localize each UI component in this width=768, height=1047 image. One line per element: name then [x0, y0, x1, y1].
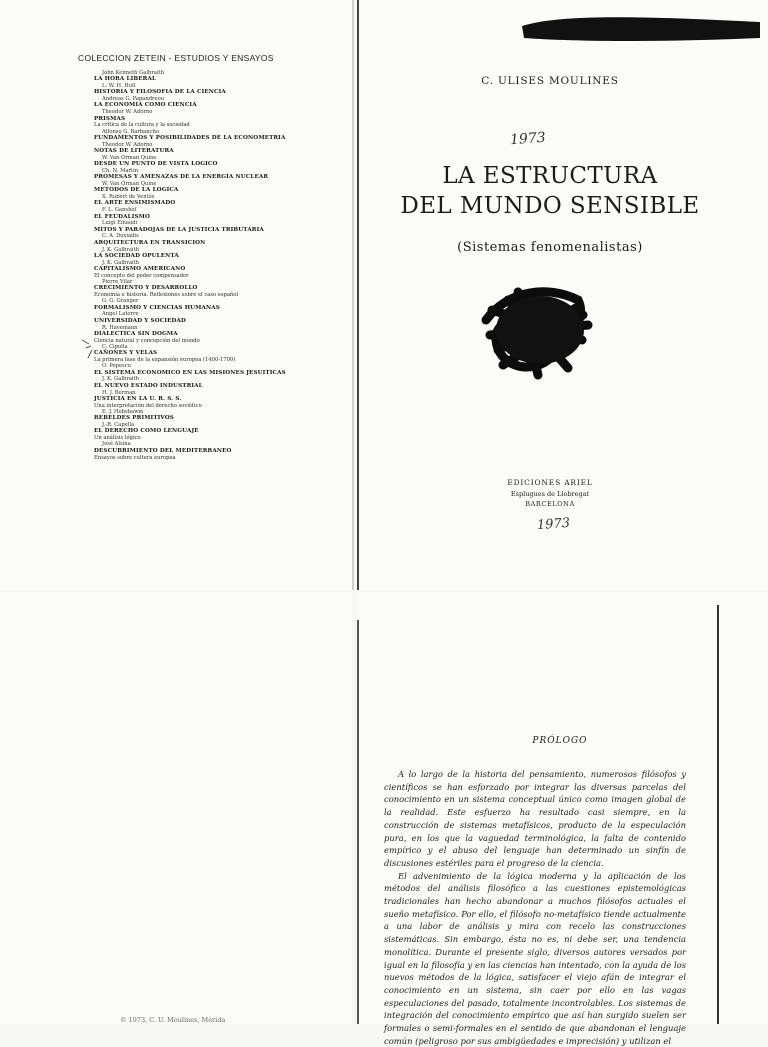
book-subtitle-entry: Ensayos sobre cultura europea — [94, 454, 176, 461]
prologue-paragraph-1: A lo largo de la historia del pensamiento, numerosos filósofos y científicos se han esforzado por integrar las diversas parcelas del conocimiento en un sistema conceptual único como imagen global de la realidad. Este esfuerzo ha resultado casi siempre, en la construcción de sistemas metafísicos, producto de la especulación pura, en los que la vaguedad terminológica, la falta de contenido empírico y el abuso del lenguaje han determinado un sinfín de discusiones estériles para el progreso de la ciencia. — [384, 769, 686, 868]
book-entry — [94, 344, 324, 363]
book-author: X. Rubert de Ventós — [102, 194, 155, 201]
book-title-entry: LA HORA LIBERAL — [94, 76, 157, 83]
book-author: R. Havemann — [102, 324, 138, 331]
redaction-mark-top — [520, 8, 766, 48]
book-entry — [94, 363, 324, 376]
book-entry — [94, 233, 324, 246]
prologue-text — [384, 768, 686, 1047]
book-author: Theodor W. Adorno — [102, 109, 153, 116]
book-title-entry: EL ARTE ENSIMISMADO — [94, 200, 176, 207]
book-title-entry: EL SISTEMA ECONOMICO EN LAS MISIONES JESUITICAS — [94, 369, 286, 376]
book-entry — [94, 207, 324, 220]
book-subtitle-entry: El concepto del poder compensador — [94, 272, 189, 279]
book-title-line-2: DEL MUNDO SENSIBLE — [400, 193, 700, 219]
series-title: COLECCION ZETEIN - ESTUDIOS Y ENSAYOS — [78, 53, 274, 63]
book-title-entry: EL NUEVO ESTADO INDUSTRIAL — [94, 382, 203, 389]
title-page-left-edge — [357, 0, 359, 590]
book-entry — [94, 70, 324, 83]
book-title-entry: EL DERECHO COMO LENGUAJE — [94, 428, 199, 435]
book-title-entry: PROMESAS Y AMENAZAS DE LA ENERGIA NUCLEAR — [94, 174, 269, 181]
book-entry — [94, 279, 324, 298]
book-entry — [94, 181, 324, 194]
scribble-redaction — [478, 280, 598, 380]
prologue-page-left-edge — [357, 620, 359, 1024]
book-author: W. Van Orman Quine — [102, 181, 157, 188]
book-subtitle-entry: Una interpretación del derecho soviético — [94, 402, 202, 409]
book-author: Alfonso G. Barbancho — [102, 128, 159, 135]
book-author: W. Van Orman Quine — [102, 154, 157, 161]
book-author: F. L. Ganshof — [102, 207, 137, 214]
book-subtitle-entry: Economía e historia. Reflexiones sobre el caso español — [94, 292, 239, 299]
book-entry — [94, 390, 324, 409]
book-title-entry: PRISMAS — [94, 115, 126, 122]
book-entry — [94, 247, 324, 260]
book-title-entry: LA SOCIEDAD OPULENTA — [94, 252, 179, 259]
book-title-entry: FUNDAMENTOS Y POSIBILIDADES DE LA ECONOMETRIA — [94, 134, 286, 141]
book-entry — [94, 194, 324, 207]
prologue-heading: PRÓLOGO — [532, 736, 588, 746]
book-title-entry: UNIVERSIDAD Y SOCIEDAD — [94, 317, 187, 324]
book-title-entry: EL FEUDALISMO — [94, 213, 151, 220]
publisher-block — [400, 478, 700, 508]
publisher-place: Esplugues de Llobregat — [510, 490, 590, 498]
book-title-entry: HISTORIA Y FILOSOFIA DE LA CIENCIA — [94, 89, 226, 96]
book-entry — [94, 325, 324, 344]
book-entry — [94, 409, 324, 422]
book-entry — [94, 376, 324, 389]
book-entry — [94, 155, 324, 168]
book-entry — [94, 83, 324, 96]
book-entry — [94, 441, 324, 460]
book-author: Ch. N. Martin — [102, 167, 139, 174]
book-entry — [94, 311, 324, 324]
book-entry — [94, 260, 324, 279]
book-author: Angel Latorre — [102, 311, 139, 318]
handwritten-year-top: 1973 — [509, 129, 547, 149]
book-title-entry: ARQUITECTURA EN TRANSICION — [94, 239, 206, 246]
book-author: L. W. H. Hull — [102, 83, 136, 90]
book-subtitle-entry: Un análisis lógico — [94, 435, 141, 442]
book-author: C. Cipolla — [102, 343, 128, 350]
book-entry — [94, 109, 324, 128]
book-title-entry: REBELDES PRIMITIVOS — [94, 415, 175, 422]
book-author: José Alsina — [102, 441, 131, 448]
book-author: J.-R. Capella — [102, 422, 135, 429]
book-author: Luigi Einaudi — [102, 220, 138, 227]
book-entry — [94, 129, 324, 142]
book-author: Theodor W. Adorno — [102, 141, 153, 148]
book-subtitle-entry: Ciencia natural y concepción del mundo — [94, 337, 200, 344]
book-author: J. K. Galbraith — [102, 246, 140, 253]
book-list — [94, 70, 324, 461]
book-title-entry: DIALECTICA SIN DOGMA — [94, 330, 178, 337]
book-author: Andreas G. Papandreou — [102, 96, 165, 103]
book-title-entry: CAPITALISMO AMERICANO — [94, 265, 186, 272]
book-title-entry: DESDE UN PUNTO DE VISTA LOGICO — [94, 161, 218, 168]
handwritten-year-bottom: 1973 — [536, 515, 571, 534]
book-subtitle: (Sistemas fenomenalistas) — [457, 240, 643, 255]
book-subtitle-entry: La crítica de la cultura y la sociedad — [94, 122, 190, 129]
book-author: E. J. Hobsbawm — [102, 408, 144, 415]
book-entry — [94, 168, 324, 181]
book-title-entry: FORMALISMO Y CIENCIAS HUMANAS — [94, 304, 220, 311]
left-bottom-page — [0, 592, 352, 1024]
book-entry — [94, 298, 324, 311]
book-entry — [94, 142, 324, 155]
book-title-entry: CRECIMIENTO Y DESARROLLO — [94, 285, 198, 292]
margin-pencil-mark — [80, 336, 100, 364]
book-title-entry: CAÑONES Y VELAS — [94, 350, 158, 357]
publisher-name: EDICIONES ARIEL — [507, 478, 593, 487]
book-author: C. A. Doxiadis — [102, 233, 139, 240]
book-title-entry: LA ECONOMIA COMO CIENCIA — [94, 102, 197, 109]
book-subtitle-entry: La primera fase de la expansión europea (1400-1700) — [94, 357, 236, 364]
book-title-line-1: LA ESTRUCTURA — [442, 163, 658, 189]
book-author: H. J. Berman — [102, 389, 136, 396]
book-entry — [94, 220, 324, 233]
book-title-entry: DESCUBRIMIENTO DEL MEDITERRANEO — [94, 447, 232, 454]
book-author: G. G. Granger — [102, 298, 139, 305]
book-title-entry: MITOS Y PARADOJAS DE LA JUSTICIA TRIBUTARIA — [94, 226, 264, 233]
prologue-paragraph-2: El advenimiento de la lógica moderna y la aplicación de los métodos del análisis filosófico a las cuestiones epistemológicas tradicionales han hecho abandonar a muchos filósofos actuales el sueño metafísico. Por ello, el filósofo no-metafísico tiende actualmente a una labor de análisis y mira con recelo las construcciones sistemáticas. Sin embargo, ésta no es, ni debe ser, una tendencia monolítica. Durante el presente siglo, diversos autores versados por igual en la filosofía y en las ciencias han intentado, con la ayuda de los nuevos métodos de la lógica, satisfacer el viejo afán de integrar el conocimiento en un sistema, sin caer por ello en las vagas especulaciones del pasado, totalmente incontrolables. Los sistemas de integración del conocimiento empírico que así han surgido suelen ser formales o semi-formales en el sentido de que abandonan el lenguaje común (peligroso por sus ambigüedades e imprecisión) y utilizan el — [384, 870, 686, 1046]
publisher-city: BARCELONA — [525, 500, 575, 508]
book-author: O. Popescu — [102, 363, 131, 370]
book-entry — [94, 96, 324, 109]
book-author: John Kenneth Galbraith — [102, 70, 165, 76]
book-entry — [94, 422, 324, 441]
gutter-divider — [352, 0, 354, 590]
prologue-page-right-edge — [717, 605, 719, 1024]
book-title-entry: METODOS DE LA LOGICA — [94, 187, 179, 194]
book-title-entry: NOTAS DE LITERATURA — [94, 148, 174, 155]
book-author: J. K. Galbraith — [102, 376, 140, 383]
book-author: J. K. Galbraith — [102, 259, 140, 266]
book-title — [380, 161, 720, 221]
book-author: Pierre Vilar — [102, 279, 133, 285]
book-title-entry: JUSTICIA EN LA U. R. S. S. — [94, 395, 182, 402]
copyright-line: © 1973, C. U. Moulines, Mérida — [120, 1016, 226, 1024]
author-name: C. ULISES MOULINES — [481, 75, 619, 87]
